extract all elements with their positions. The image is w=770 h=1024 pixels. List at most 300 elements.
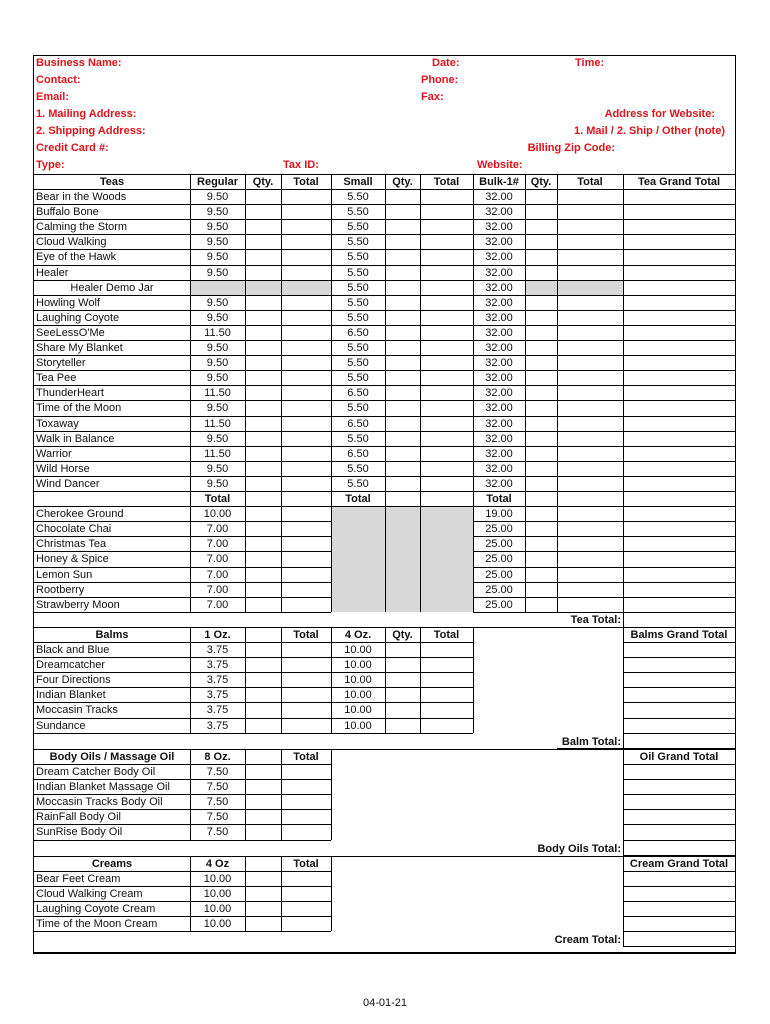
qty-field[interactable] (245, 810, 281, 825)
total-field[interactable] (420, 447, 473, 462)
total-field[interactable] (420, 432, 473, 447)
grand-total-field[interactable] (623, 250, 735, 265)
total-field[interactable] (281, 795, 331, 810)
balm-name: Dreamcatcher (36, 659, 106, 672)
tea-small-price: 5.50 (347, 296, 369, 309)
total-field[interactable] (420, 703, 473, 718)
qty-field[interactable] (525, 507, 557, 522)
grid-line (623, 946, 735, 947)
tea-regular-price: 9.50 (206, 266, 229, 279)
qty-field[interactable] (245, 719, 281, 734)
total-field[interactable] (281, 825, 331, 840)
grand-total-field[interactable] (623, 552, 735, 567)
grand-total-field[interactable] (623, 780, 735, 795)
oil-name: SunRise Body Oil (36, 826, 123, 839)
total-field[interactable] (281, 643, 331, 658)
total-field[interactable] (281, 235, 331, 250)
total-field[interactable] (557, 417, 623, 432)
qty-field[interactable] (245, 462, 281, 477)
qty-field[interactable] (245, 568, 281, 583)
grand-total-field[interactable] (623, 296, 735, 311)
total-field[interactable] (281, 887, 331, 902)
total-field[interactable] (281, 220, 331, 235)
total-field[interactable] (281, 765, 331, 780)
qty-field[interactable] (385, 703, 420, 718)
total-field[interactable] (557, 266, 623, 281)
tea-name: Time of the Moon (36, 402, 122, 415)
total-field[interactable] (281, 341, 331, 356)
qty-field[interactable] (245, 250, 281, 265)
balm-name: Black and Blue (36, 644, 110, 656)
total-field[interactable] (281, 537, 331, 552)
grid-line (623, 612, 624, 627)
total-field[interactable] (281, 507, 331, 522)
qty-field[interactable] (525, 386, 557, 401)
total-field[interactable] (420, 719, 473, 734)
grid-line (473, 627, 474, 733)
total-field[interactable] (557, 205, 623, 220)
total-field[interactable] (281, 462, 331, 477)
total-field[interactable] (420, 477, 473, 492)
tea-name: Christmas Tea (36, 538, 107, 551)
qty-field[interactable] (245, 902, 281, 917)
qty-field[interactable] (245, 266, 281, 281)
grand-total-field[interactable] (623, 235, 735, 250)
total-field[interactable] (281, 872, 331, 887)
website-label: Website: (477, 159, 523, 171)
total-field[interactable] (281, 401, 331, 416)
qty-field[interactable] (245, 296, 281, 311)
balms-header: Balms (95, 629, 129, 641)
form-code: 04-01-21 (362, 997, 408, 1009)
total-field[interactable] (557, 568, 623, 583)
qty-field[interactable] (245, 537, 281, 552)
qty-field[interactable] (245, 220, 281, 235)
qty-field[interactable] (525, 371, 557, 386)
total-field[interactable] (281, 432, 331, 447)
total-field[interactable] (420, 356, 473, 371)
qty-field[interactable] (525, 190, 557, 205)
total-field[interactable] (557, 447, 623, 462)
grand-total-field[interactable] (623, 266, 735, 281)
tea-bulk-price: 32.00 (485, 266, 513, 279)
grand-total-field[interactable] (623, 825, 735, 840)
balm-4oz-header: 4 Oz. (344, 629, 372, 641)
total-field[interactable] (557, 235, 623, 250)
total-field[interactable] (281, 311, 331, 326)
grand-total-field[interactable] (623, 447, 735, 462)
shaded-cell (525, 280, 623, 295)
total-field[interactable] (420, 296, 473, 311)
tea-name: Howling Wolf (36, 296, 100, 309)
total-field[interactable] (420, 417, 473, 432)
tea-bulk-price: 32.00 (485, 402, 513, 415)
total-field[interactable] (281, 250, 331, 265)
grand-total-field[interactable] (623, 703, 735, 718)
qty-field[interactable] (385, 447, 420, 462)
tea-name: Chocolate Chai (36, 523, 112, 536)
total-field[interactable] (281, 552, 331, 567)
tea-regular-price: 9.50 (206, 296, 229, 309)
tea-small-price: 5.50 (347, 266, 369, 279)
qty-field[interactable] (385, 250, 420, 265)
grand-total-field[interactable] (623, 673, 735, 688)
qty-field[interactable] (245, 311, 281, 326)
grand-total-field[interactable] (623, 371, 735, 386)
total-field[interactable] (281, 568, 331, 583)
qty-field[interactable] (245, 658, 281, 673)
balm-name: Four Directions (36, 674, 111, 687)
qty-field[interactable] (525, 356, 557, 371)
qty-field[interactable] (245, 417, 281, 432)
qty-field[interactable] (385, 296, 420, 311)
grand-total-field[interactable] (623, 356, 735, 371)
grand-total-field[interactable] (623, 326, 735, 341)
total-field[interactable] (557, 522, 623, 537)
qty-field[interactable] (525, 296, 557, 311)
qty-field[interactable] (245, 356, 281, 371)
qty-field[interactable] (525, 568, 557, 583)
total-field[interactable] (281, 417, 331, 432)
qty-field[interactable] (385, 341, 420, 356)
qty-field[interactable] (245, 688, 281, 703)
total-field[interactable] (281, 917, 331, 932)
qty-header: Qty. (392, 176, 413, 188)
total-field[interactable] (420, 281, 473, 296)
total-field[interactable] (557, 507, 623, 522)
qty-field[interactable] (525, 477, 557, 492)
tea-small-price: 5.50 (347, 372, 369, 385)
cream-4oz-header: 4 Oz (205, 858, 230, 870)
qty-field[interactable] (245, 795, 281, 810)
qty-field[interactable] (385, 190, 420, 205)
qty-field[interactable] (525, 311, 557, 326)
total-field[interactable] (281, 477, 331, 492)
qty-field[interactable] (245, 386, 281, 401)
tea-bulk-price: 32.00 (485, 372, 513, 385)
grand-total-field[interactable] (623, 341, 735, 356)
qty-field[interactable] (385, 205, 420, 220)
tea-regular-price: 9.50 (206, 342, 229, 354)
grand-total-field[interactable] (623, 522, 735, 537)
grand-total-field[interactable] (623, 477, 735, 492)
grand-total-field[interactable] (623, 765, 735, 780)
qty-field[interactable] (525, 598, 557, 613)
grand-total-field[interactable] (623, 311, 735, 326)
qty-field[interactable] (245, 917, 281, 932)
qty-header: Qty. (392, 629, 413, 641)
total-field[interactable] (281, 719, 331, 734)
grand-total-field[interactable] (623, 205, 735, 220)
oil-grand-total-header: Oil Grand Total (639, 751, 719, 763)
total-field[interactable] (420, 190, 473, 205)
qty-field[interactable] (245, 673, 281, 688)
qty-field[interactable] (245, 326, 281, 341)
total-field[interactable] (281, 296, 331, 311)
qty-field[interactable] (245, 371, 281, 386)
oil-price: 7.50 (206, 796, 229, 809)
total-field[interactable] (420, 341, 473, 356)
grand-total-field[interactable] (623, 462, 735, 477)
qty-field[interactable] (245, 341, 281, 356)
qty-field[interactable] (385, 311, 420, 326)
qty-field[interactable] (525, 432, 557, 447)
qty-field[interactable] (245, 401, 281, 416)
qty-field[interactable] (245, 583, 281, 598)
shaded-cell (331, 506, 473, 612)
qty-field[interactable] (245, 477, 281, 492)
tea-regular-price: 11.50 (204, 326, 231, 339)
total-field[interactable] (557, 311, 623, 326)
total-field[interactable] (281, 703, 331, 718)
total-field[interactable] (557, 598, 623, 613)
qty-field[interactable] (525, 462, 557, 477)
tea-bulk-price: 32.00 (485, 477, 513, 490)
total-field[interactable] (557, 477, 623, 492)
total-field[interactable] (420, 250, 473, 265)
qty-field[interactable] (525, 220, 557, 235)
qty-field[interactable] (385, 477, 420, 492)
qty-field[interactable] (245, 598, 281, 613)
oil-price: 7.50 (206, 811, 229, 824)
total-field[interactable] (420, 311, 473, 326)
grand-total-field[interactable] (623, 795, 735, 810)
grand-total-field[interactable] (623, 719, 735, 734)
grand-total-field[interactable] (623, 887, 735, 902)
grand-total-field[interactable] (623, 537, 735, 552)
qty-field[interactable] (525, 235, 557, 250)
qty-field[interactable] (245, 205, 281, 220)
qty-field[interactable] (245, 643, 281, 658)
qty-field[interactable] (385, 356, 420, 371)
balm-name: Sundance (36, 719, 86, 732)
qty-field[interactable] (385, 281, 420, 296)
total-field[interactable] (420, 643, 473, 658)
qty-field[interactable] (525, 250, 557, 265)
total-field[interactable] (420, 386, 473, 401)
qty-field[interactable] (525, 583, 557, 598)
grand-total-field[interactable] (623, 401, 735, 416)
qty-field[interactable] (245, 872, 281, 887)
total-field[interactable] (420, 401, 473, 416)
total-field[interactable] (420, 220, 473, 235)
qty-field[interactable] (525, 447, 557, 462)
tea-name: Rootberry (36, 583, 85, 596)
qty-field[interactable] (245, 703, 281, 718)
total-field[interactable] (420, 673, 473, 688)
total-field[interactable] (557, 326, 623, 341)
tea-small-price: 6.50 (347, 447, 369, 460)
credit-card-label: Credit Card #: (36, 142, 109, 154)
grand-total-field[interactable] (623, 902, 735, 917)
qty-field[interactable] (525, 326, 557, 341)
total-field[interactable] (281, 658, 331, 673)
tea-total-label: Tea Total: (570, 613, 621, 626)
tea-small-price: 5.50 (347, 236, 369, 249)
total-field[interactable] (420, 658, 473, 673)
balm-4oz-price: 10.00 (344, 674, 372, 687)
qty-field[interactable] (385, 673, 420, 688)
grand-total-field[interactable] (623, 507, 735, 522)
total-field[interactable] (420, 326, 473, 341)
fax-label: Fax: (421, 91, 444, 103)
total-field[interactable] (281, 447, 331, 462)
qty-field[interactable] (525, 341, 557, 356)
qty-field[interactable] (385, 386, 420, 401)
qty-field[interactable] (385, 371, 420, 386)
qty-field[interactable] (245, 825, 281, 840)
total-field[interactable] (281, 356, 331, 371)
grand-total-field[interactable] (623, 810, 735, 825)
total-field[interactable] (557, 356, 623, 371)
total-field[interactable] (557, 537, 623, 552)
qty-field[interactable] (245, 432, 281, 447)
qty-field[interactable] (385, 401, 420, 416)
balm-name: Moccasin Tracks (36, 704, 118, 717)
grand-total-field[interactable] (623, 872, 735, 887)
grand-total-field[interactable] (623, 917, 735, 932)
balm-1oz-price: 3.75 (206, 674, 229, 687)
tea-grand-total-header: Tea Grand Total (637, 176, 721, 188)
total-field[interactable] (420, 462, 473, 477)
total-field[interactable] (557, 386, 623, 401)
tea-name: Healer Demo Jar (70, 281, 154, 294)
grand-total-field[interactable] (623, 658, 735, 673)
total-field[interactable] (557, 220, 623, 235)
tea-name: Honey & Spice (36, 553, 109, 566)
total-field[interactable] (281, 810, 331, 825)
balm-4oz-price: 10.00 (344, 644, 372, 656)
qty-field[interactable] (525, 552, 557, 567)
oil-price: 7.50 (206, 781, 229, 794)
qty-field[interactable] (525, 205, 557, 220)
tea-bulk-price: 25.00 (485, 583, 513, 596)
grand-total-field[interactable] (623, 281, 735, 296)
total-field[interactable] (420, 235, 473, 250)
tea-regular-price: 9.50 (206, 402, 229, 415)
qty-field[interactable] (245, 190, 281, 205)
total-field[interactable] (420, 266, 473, 281)
total-field[interactable] (281, 266, 331, 281)
qty-field[interactable] (385, 688, 420, 703)
qty-field[interactable] (245, 780, 281, 795)
grand-total-field[interactable] (623, 688, 735, 703)
total-field[interactable] (281, 371, 331, 386)
qty-field[interactable] (385, 266, 420, 281)
total-field[interactable] (557, 552, 623, 567)
grand-total-field[interactable] (623, 583, 735, 598)
qty-field[interactable] (385, 643, 420, 658)
total-field[interactable] (281, 583, 331, 598)
total-field[interactable] (557, 462, 623, 477)
balm-4oz-price: 10.00 (344, 704, 372, 717)
balm-1oz-price: 3.75 (206, 644, 229, 656)
qty-field[interactable] (525, 537, 557, 552)
grand-total-field[interactable] (623, 190, 735, 205)
total-field[interactable] (281, 673, 331, 688)
total-field[interactable] (281, 902, 331, 917)
qty-field[interactable] (245, 552, 281, 567)
total-field[interactable] (281, 780, 331, 795)
qty-field[interactable] (245, 765, 281, 780)
oil-name: Indian Blanket Massage Oil (36, 781, 170, 794)
total-field[interactable] (281, 190, 331, 205)
qty-field[interactable] (525, 401, 557, 416)
grand-total-field[interactable] (623, 643, 735, 658)
email-label: Email: (36, 91, 70, 103)
qty-field[interactable] (525, 417, 557, 432)
tea-small-price: 5.50 (347, 357, 369, 370)
address-website-label: Address for Website: (604, 108, 715, 120)
qty-field[interactable] (385, 326, 420, 341)
total-field[interactable] (420, 205, 473, 220)
qty-field[interactable] (385, 658, 420, 673)
grand-total-field[interactable] (623, 432, 735, 447)
tea-regular-price: 9.50 (206, 236, 229, 249)
qty-field[interactable] (525, 266, 557, 281)
tea-bulk-price: 32.00 (485, 462, 513, 475)
cream-name: Cloud Walking Cream (36, 888, 143, 901)
total-header: Total (293, 629, 319, 641)
tea-bulk-price: 32.00 (485, 296, 513, 309)
qty-field[interactable] (385, 235, 420, 250)
total-field[interactable] (420, 688, 473, 703)
billing-zip-label: Billing Zip Code: (527, 142, 615, 154)
grand-total-field[interactable] (623, 598, 735, 613)
qty-field[interactable] (245, 507, 281, 522)
total-field[interactable] (281, 522, 331, 537)
qty-field[interactable] (385, 220, 420, 235)
total-field[interactable] (557, 341, 623, 356)
qty-field[interactable] (385, 719, 420, 734)
tea-regular-price: 9.50 (206, 462, 229, 475)
cream-price: 10.00 (203, 903, 232, 916)
total-field[interactable] (557, 401, 623, 416)
qty-field[interactable] (245, 522, 281, 537)
tea-bulk-price: 25.00 (485, 568, 513, 581)
total-field[interactable] (557, 190, 623, 205)
total-field[interactable] (281, 688, 331, 703)
qty-field[interactable] (245, 235, 281, 250)
qty-field[interactable] (525, 522, 557, 537)
grand-total-field[interactable] (623, 417, 735, 432)
total-field[interactable] (281, 205, 331, 220)
qty-field[interactable] (245, 447, 281, 462)
cream-grand-total-header: Cream Grand Total (629, 858, 729, 870)
grand-total-field[interactable] (623, 386, 735, 401)
total-field[interactable] (557, 432, 623, 447)
qty-field[interactable] (245, 887, 281, 902)
qty-field[interactable] (385, 432, 420, 447)
total-field[interactable] (557, 296, 623, 311)
grand-total-field[interactable] (623, 220, 735, 235)
total-field[interactable] (281, 598, 331, 613)
qty-field[interactable] (385, 417, 420, 432)
regular-total-label: Total (204, 493, 231, 505)
total-field[interactable] (420, 371, 473, 386)
tea-name: Wild Horse (36, 462, 90, 475)
tea-bulk-price: 32.00 (485, 206, 513, 219)
total-field[interactable] (281, 386, 331, 401)
grand-total-field[interactable] (623, 568, 735, 583)
tea-regular-price: 9.50 (206, 311, 229, 324)
total-field[interactable] (557, 583, 623, 598)
tea-regular-price: 9.50 (206, 432, 229, 445)
total-field[interactable] (281, 326, 331, 341)
qty-field[interactable] (385, 462, 420, 477)
total-field[interactable] (557, 371, 623, 386)
total-field[interactable] (557, 250, 623, 265)
